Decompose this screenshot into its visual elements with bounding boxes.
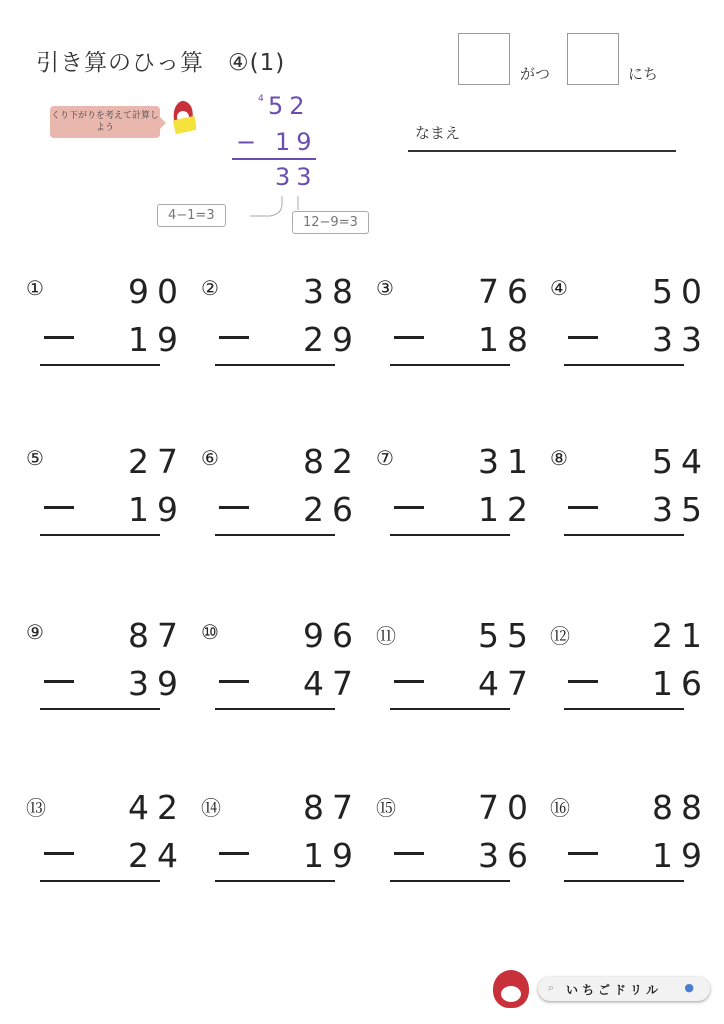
- problem-number: ⑭: [201, 796, 221, 820]
- day-box[interactable]: [567, 33, 619, 85]
- answer-line[interactable]: [390, 708, 510, 710]
- subtrahend: 19: [652, 836, 710, 875]
- problem-number: ⑯: [550, 796, 570, 820]
- answer-line[interactable]: [40, 534, 160, 536]
- subtrahend: 19: [303, 836, 361, 875]
- answer-line[interactable]: [390, 534, 510, 536]
- problem-number: ①: [26, 276, 44, 300]
- day-label: にち: [628, 65, 659, 83]
- answer-line[interactable]: [215, 708, 335, 710]
- answer-line[interactable]: [390, 364, 510, 366]
- minus-sign: [219, 680, 249, 683]
- minuend: 50: [652, 272, 710, 311]
- example-underline: [232, 158, 316, 160]
- problem-number: ⑫: [550, 624, 570, 648]
- minuend: 27: [128, 442, 186, 481]
- problem-number: ⑮: [376, 796, 396, 820]
- example-bottom: 19: [275, 128, 318, 156]
- minus-sign: [394, 506, 424, 509]
- problem-number: ⑧: [550, 446, 568, 470]
- subtrahend: 24: [128, 836, 186, 875]
- minus-sign: [44, 852, 74, 855]
- minuend: 90: [128, 272, 186, 311]
- minuend: 96: [303, 616, 361, 655]
- subtrahend: 18: [478, 320, 536, 359]
- minus-sign: [219, 506, 249, 509]
- problem-number: ⑪: [376, 624, 396, 648]
- subtrahend: 12: [478, 490, 536, 529]
- problem-number: ⑬: [26, 796, 46, 820]
- month-label: がつ: [520, 65, 551, 83]
- name-label: なまえ: [415, 124, 461, 142]
- minus-sign: [219, 852, 249, 855]
- problem-7: [376, 442, 536, 556]
- minuend: 55: [478, 616, 536, 655]
- minus-sign: [394, 852, 424, 855]
- problem-1: [26, 272, 186, 386]
- problem-3: [376, 272, 536, 386]
- problem-9: [26, 616, 186, 730]
- problem-2: [201, 272, 361, 386]
- problem-number: ③: [376, 276, 394, 300]
- problem-15: [376, 788, 536, 902]
- search-icon: ⌕: [548, 981, 559, 994]
- minus-sign: [568, 336, 598, 339]
- problem-4: [550, 272, 710, 386]
- answer-line[interactable]: [564, 364, 684, 366]
- subtrahend: 35: [652, 490, 710, 529]
- minus-sign: [44, 680, 74, 683]
- problem-5: [26, 442, 186, 556]
- minus-sign: [568, 852, 598, 855]
- strawberry-logo-icon: [493, 970, 529, 1008]
- answer-line[interactable]: [40, 364, 160, 366]
- subtrahend: 19: [128, 490, 186, 529]
- problem-number: ⑦: [376, 446, 394, 470]
- answer-line[interactable]: [215, 534, 335, 536]
- answer-line[interactable]: [390, 880, 510, 882]
- problem-number: ⑩: [201, 620, 219, 644]
- answer-line[interactable]: [215, 364, 335, 366]
- brand-name: いちごドリル: [566, 983, 663, 997]
- subtrahend: 33: [652, 320, 710, 359]
- answer-line[interactable]: [564, 708, 684, 710]
- brand-search-bar[interactable]: [538, 977, 710, 1001]
- name-line[interactable]: [408, 150, 676, 152]
- problem-number: ⑨: [26, 620, 44, 644]
- strawberry-mascot-icon: [170, 100, 196, 136]
- problem-number: ②: [201, 276, 219, 300]
- problem-13: [26, 788, 186, 902]
- borrow-digit: 4: [258, 94, 264, 104]
- minuend: 88: [652, 788, 710, 827]
- minuend: 87: [303, 788, 361, 827]
- problem-number: ④: [550, 276, 568, 300]
- problem-12: [550, 616, 710, 730]
- example-answer: 33: [275, 163, 318, 191]
- month-box[interactable]: [458, 33, 510, 85]
- connector-lines: [240, 194, 300, 224]
- subtrahend: 47: [303, 664, 361, 703]
- minus-sign: [394, 680, 424, 683]
- problem-number: ⑥: [201, 446, 219, 470]
- hint-bubble: くり下がりを考えて計算しよう: [50, 106, 160, 138]
- problem-14: [201, 788, 361, 902]
- minus-sign: [568, 680, 598, 683]
- microphone-icon: ●: [684, 981, 698, 994]
- minuend: 76: [478, 272, 536, 311]
- minuend: 70: [478, 788, 536, 827]
- note-ones: 12−9=3: [292, 211, 369, 234]
- minus-sign: [394, 336, 424, 339]
- subtrahend: 47: [478, 664, 536, 703]
- minuend: 87: [128, 616, 186, 655]
- problem-8: [550, 442, 710, 556]
- subtrahend: 39: [128, 664, 186, 703]
- minus-sign: [568, 506, 598, 509]
- minuend: 31: [478, 442, 536, 481]
- problem-number: ⑤: [26, 446, 44, 470]
- example-minus: −: [236, 128, 263, 156]
- problem-6: [201, 442, 361, 556]
- minuend: 82: [303, 442, 361, 481]
- subtrahend: 26: [303, 490, 361, 529]
- example-top: 52: [268, 92, 311, 120]
- problem-10: [201, 616, 361, 730]
- answer-line[interactable]: [40, 880, 160, 882]
- problem-11: [376, 616, 536, 730]
- subtrahend: 36: [478, 836, 536, 875]
- minus-sign: [219, 336, 249, 339]
- problem-16: [550, 788, 710, 902]
- subtrahend: 29: [303, 320, 361, 359]
- answer-line[interactable]: [40, 708, 160, 710]
- minus-sign: [44, 336, 74, 339]
- minuend: 21: [652, 616, 710, 655]
- minuend: 42: [128, 788, 186, 827]
- answer-line[interactable]: [215, 880, 335, 882]
- page-title: 引き算のひっ算 ④(1): [36, 50, 286, 76]
- minuend: 54: [652, 442, 710, 481]
- answer-line[interactable]: [564, 534, 684, 536]
- note-tens: 4−1=3: [157, 204, 226, 227]
- subtrahend: 19: [128, 320, 186, 359]
- minuend: 38: [303, 272, 361, 311]
- answer-line[interactable]: [564, 880, 684, 882]
- minus-sign: [44, 506, 74, 509]
- subtrahend: 16: [652, 664, 710, 703]
